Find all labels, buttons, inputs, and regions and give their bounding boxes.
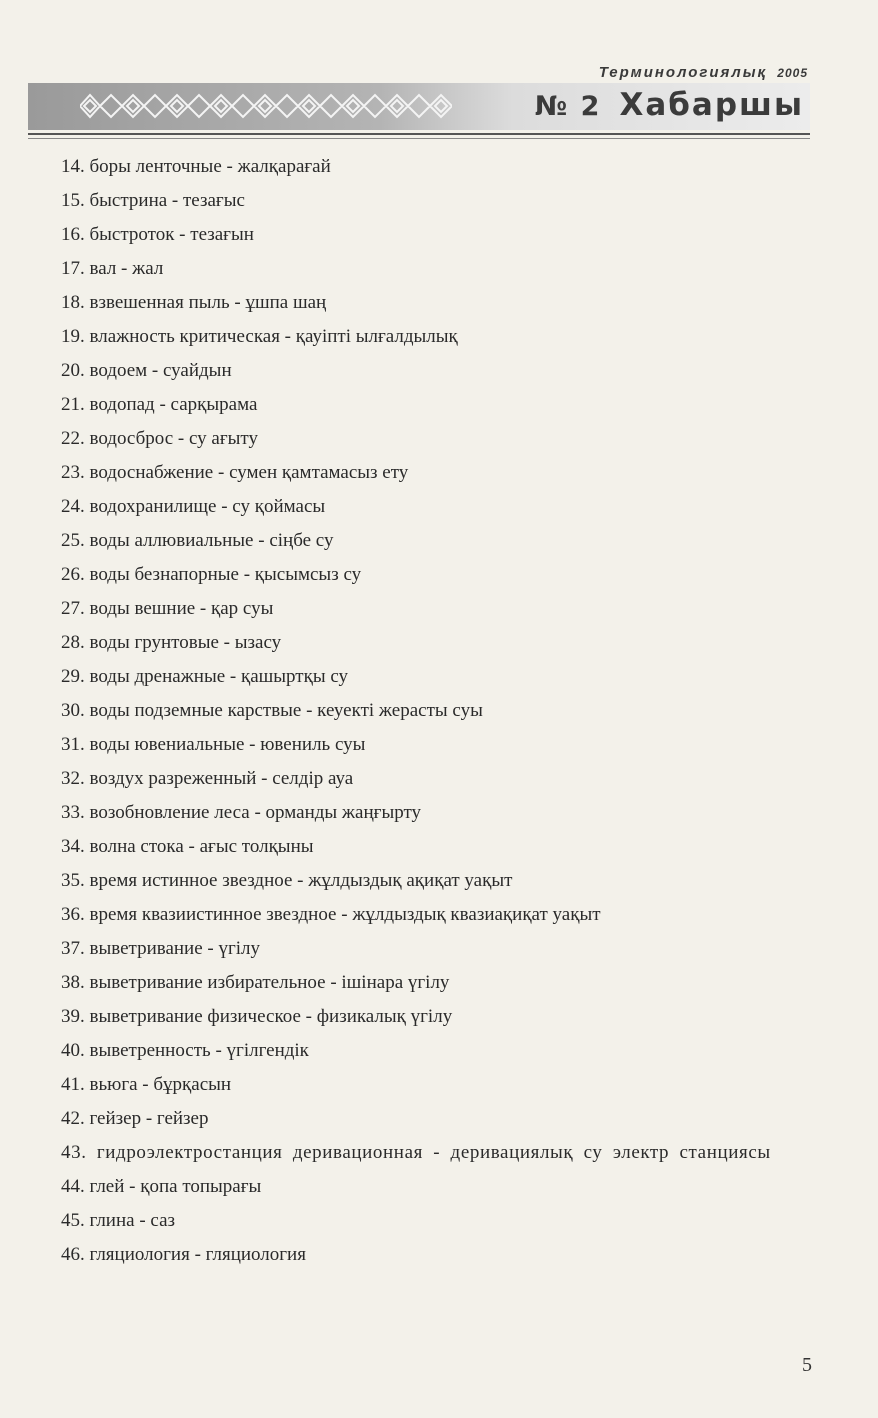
glossary-list [0,150,878,1272]
glossary-entry: 45. глина - саз [61,1210,176,1231]
journal-year: 2005 [777,66,808,80]
glossary-entry: 26. воды безнапорные - қысымсыз су [61,564,362,585]
glossary-entry: 18. взвешенная пыль - ұшпа шаң [61,292,327,313]
glossary-entry: 39. выветривание физическое - физикалық үгілу [61,1006,453,1027]
glossary-entry: 43. гидроэлектростанция деривационная - деривациялық су электр станциясы [61,1142,771,1163]
ornament-pattern-icon [80,91,452,121]
glossary-entry: 30. воды подземные карствые - кеуекті жерасты суы [61,700,483,721]
journal-header [599,64,808,81]
glossary-entry: 19. влажность критическая - қауіпті ылғалдылық [61,326,458,347]
glossary-entry: 36. время квазиистинное звездное - жұлдыздық квазиақиқат уақыт [61,904,601,925]
glossary-entry: 25. воды аллювиальные - сіңбе су [61,530,334,551]
glossary-entry: 23. водоснабжение - сумен қамтамасыз ету [61,462,409,483]
glossary-entry: 33. возобновление леса - орманды жаңғырту [61,802,422,823]
glossary-entry: 17. вал - жал [61,258,164,279]
glossary-entry: 40. выветренность - үгілгендік [61,1040,309,1061]
header-rule [28,133,810,135]
issue-number: № 2 [534,91,602,122]
glossary-entry: 44. глей - қопа топырағы [61,1176,262,1197]
glossary-entry: 20. водоем - суайдын [61,360,232,381]
glossary-entry: 38. выветривание избирательное - ішінара үгілу [61,972,450,993]
glossary-entry: 16. быстроток - тезағын [61,224,254,245]
journal-title-text: Хабаршы [619,87,804,123]
journal-title [535,87,804,123]
header-banner [28,83,810,130]
page-number: 5 [802,1354,812,1376]
glossary-entry: 27. воды вешние - қар суы [61,598,274,619]
journal-name: Терминологиялық [598,64,768,81]
glossary-entry: 41. вьюга - бұрқасын [61,1074,232,1095]
glossary-entry: 46. гляциология - гляциология [61,1244,306,1265]
glossary-entry: 35. время истинное звездное - жұлдыздық ақиқат уақыт [61,870,513,891]
glossary-entry: 37. выветривание - үгілу [61,938,261,959]
glossary-entry: 28. воды грунтовые - ызасу [61,632,282,653]
header-rule-thin [28,138,810,139]
glossary-entry: 29. воды дренажные - қашыртқы су [61,666,349,687]
glossary-entry: 22. водосброс - су ағыту [61,428,258,449]
glossary-entry: 14. боры ленточные - жалқарағай [61,156,331,177]
glossary-entry: 21. водопад - сарқырама [61,394,258,415]
glossary-entry: 31. воды ювениальные - ювениль суы [61,734,366,755]
glossary-entry: 42. гейзер - гейзер [61,1108,209,1129]
glossary-entry: 24. водохранилище - су қоймасы [61,496,326,517]
glossary-entry: 34. волна стока - ағыс толқыны [61,836,314,857]
glossary-entry: 15. быстрина - тезағыс [61,190,245,211]
glossary-entry: 32. воздух разреженный - селдір ауа [61,768,354,789]
